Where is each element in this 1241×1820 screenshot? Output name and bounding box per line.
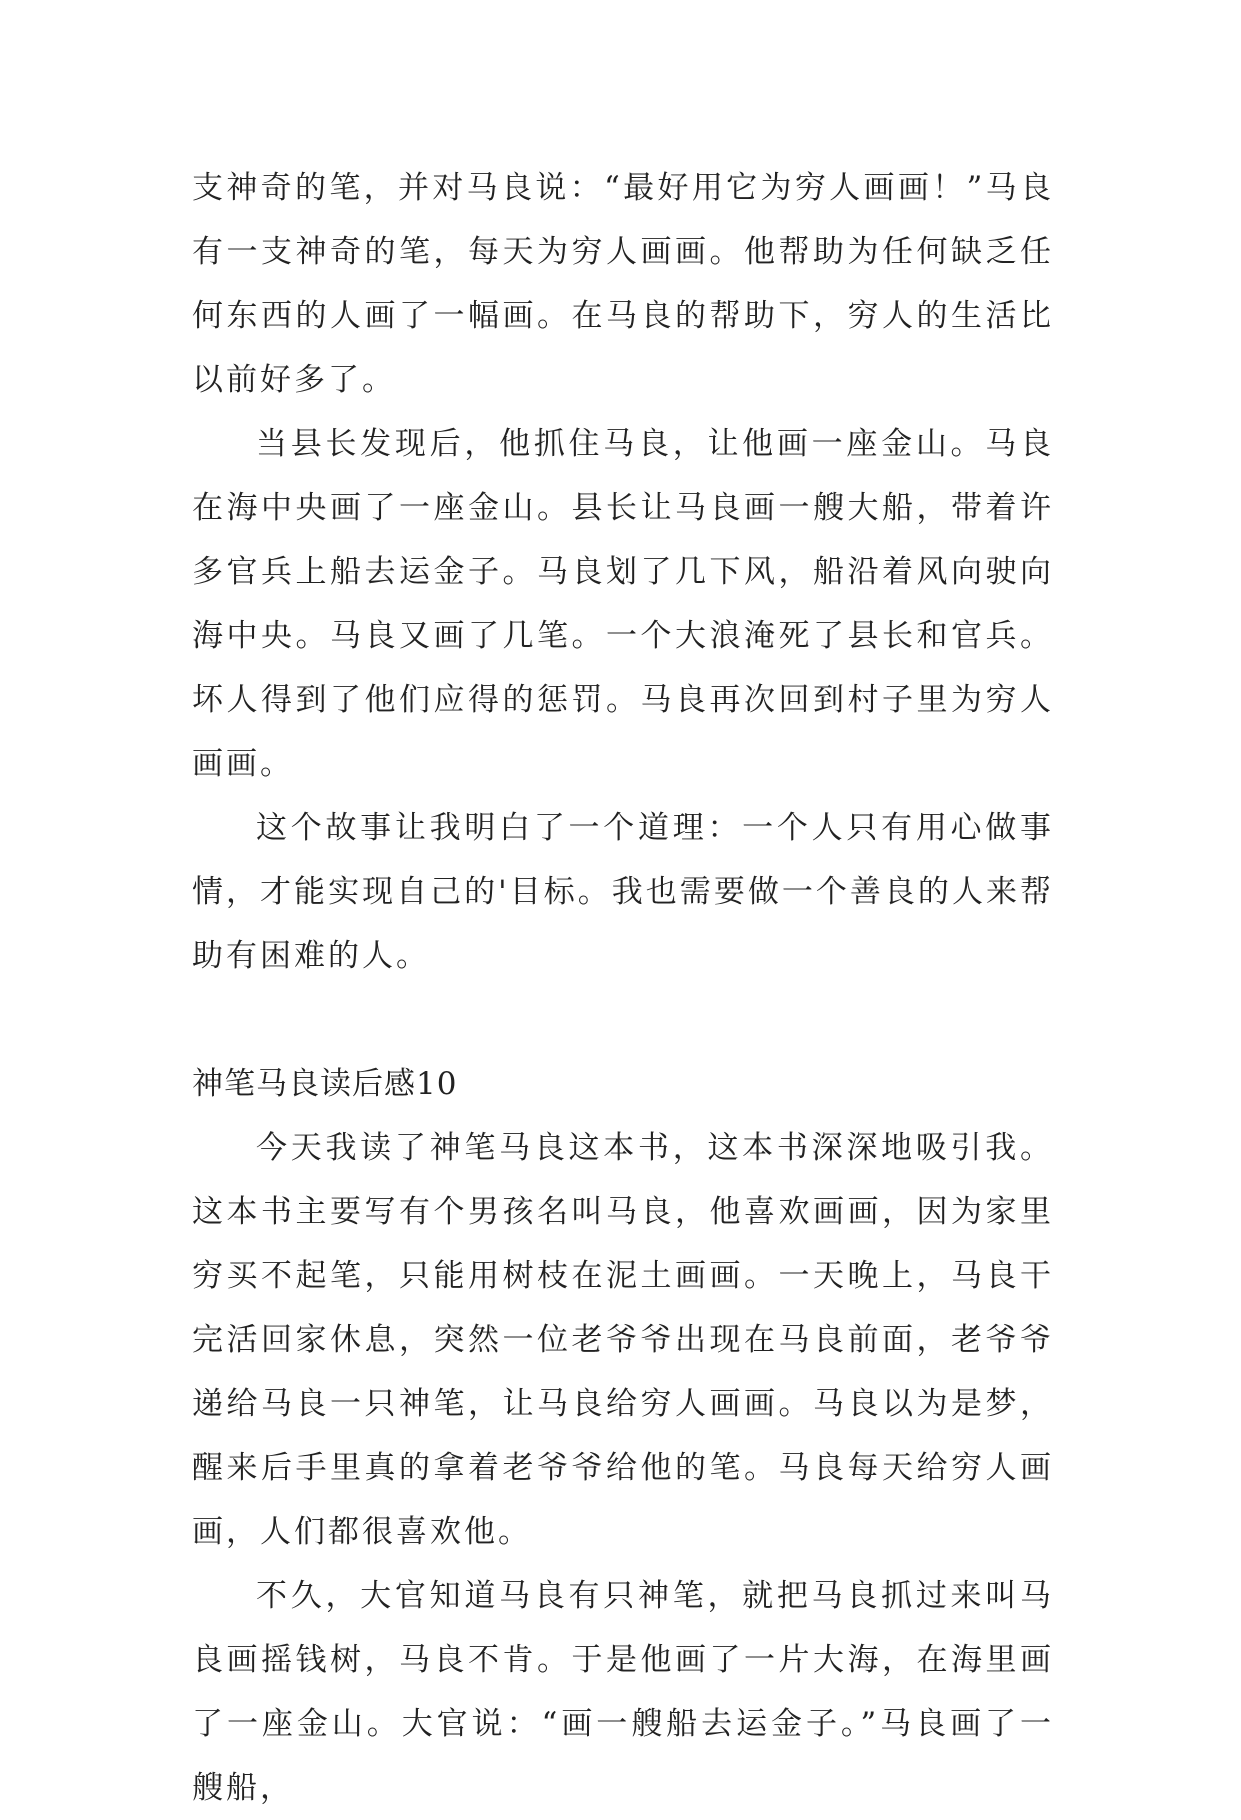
- section-title: 神笔马良读后感10: [192, 1066, 458, 1102]
- paragraph: 这个故事让我明白了一个道理：一个人只有用心做事情，才能实现自己的'目标。我也需要做一个善良的人来帮助有困难的人。: [192, 810, 1054, 974]
- paragraph: 当县长发现后，他抓住马良，让他画一座金山。马良在海中央画了一座金山。县长让马良画一艘大船，带着许多官兵上船去运金子。马良划了几下风，船沿着风向驶向海中央。马良又画了几笔。一个大浪淹死了县长和官兵。坏人得到了他们应得的惩罚。马良再次回到村子里为穷人画画。: [192, 426, 1054, 782]
- paragraph: 不久，大官知道马良有只神笔，就把马良抓过来叫马良画摇钱树，马良不肯。于是他画了一片大海，在海里画了一座金山。大官说：“画一艘船去运金子。”马良画了一艘船，: [192, 1578, 1054, 1806]
- document-page: [192, 156, 1054, 1820]
- paragraph-continuation: 支神奇的笔，并对马良说：“最好用它为穷人画画！”马良有一支神奇的笔，每天为穷人画画。他帮助为任何缺乏任何东西的人画了一幅画。在马良的帮助下，穷人的生活比以前好多了。: [192, 170, 1054, 398]
- paragraph: 今天我读了神笔马良这本书，这本书深深地吸引我。这本书主要写有个男孩名叫马良，他喜欢画画，因为家里穷买不起笔，只能用树枝在泥土画画。一天晚上，马良干完活回家休息，突然一位老爷爷出现在马良前面，老爷爷递给马良一只神笔，让马良给穷人画画。马良以为是梦，醒来后手里真的拿着老爷爷给他的笔。马良每天给穷人画画，人们都很喜欢他。: [192, 1130, 1054, 1550]
